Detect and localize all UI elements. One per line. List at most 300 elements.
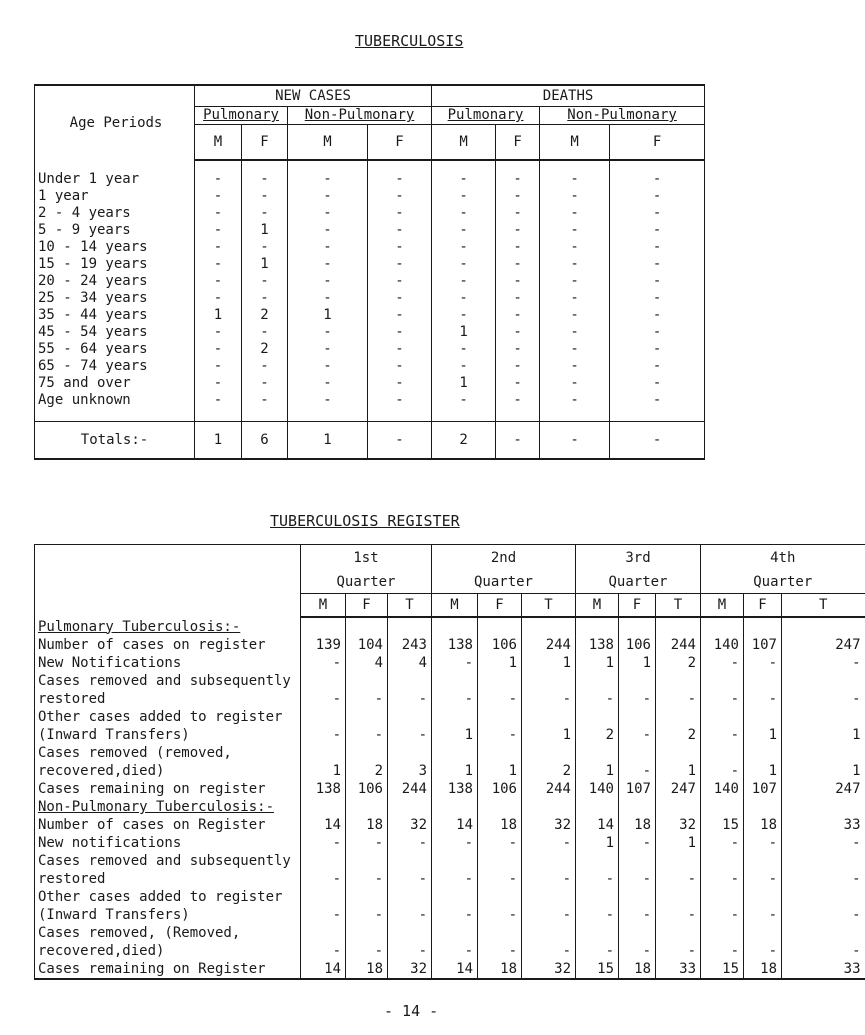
age-row-value: - — [496, 358, 540, 375]
age-row-value: - — [540, 324, 610, 341]
age-row-value: - — [610, 188, 705, 205]
empty-cell — [522, 617, 576, 636]
pulmonary-row-value: 1 — [744, 726, 782, 744]
pulmonary-row-value: 139 — [301, 636, 346, 654]
age-row — [35, 205, 705, 222]
age-row — [35, 341, 705, 358]
age-row-value: - — [195, 273, 242, 290]
age-row-value: - — [368, 188, 432, 205]
non-pulmonary-row-value: - — [301, 942, 346, 960]
age-row — [35, 324, 705, 341]
empty-cell — [576, 617, 619, 636]
empty-cell — [478, 852, 522, 870]
age-row-value: - — [432, 239, 496, 256]
empty-cell — [388, 708, 432, 726]
age-row-value: - — [195, 324, 242, 341]
non-pulmonary-row — [35, 870, 865, 888]
pulmonary-row-value: 107 — [619, 780, 656, 798]
non-pulmonary-row-value: - — [388, 834, 432, 852]
age-row-value: 1 — [288, 307, 368, 324]
pulmonary-row-value: 1 — [744, 762, 782, 780]
empty-cell — [619, 798, 656, 816]
pulmonary-row-value: 138 — [432, 780, 478, 798]
col-m: M — [701, 594, 744, 618]
age-row-value: 1 — [432, 375, 496, 392]
col-t: T — [388, 594, 432, 618]
col-m: M — [195, 125, 242, 161]
pulmonary-row-value: 106 — [478, 636, 522, 654]
age-row-value: - — [540, 392, 610, 409]
empty-cell — [388, 617, 432, 636]
non-pulmonary-row-value: 18 — [478, 960, 522, 979]
col-f: F — [744, 594, 782, 618]
non-pulmonary-row-value: - — [478, 906, 522, 924]
age-row-label: 25 - 34 years — [35, 290, 195, 307]
non-pulmonary-heading: Non-Pulmonary Tuberculosis:- — [38, 799, 275, 815]
non-pulmonary-row-value: 14 — [432, 816, 478, 834]
pulmonary-row-label: Cases removed and subsequently — [35, 672, 301, 690]
empty-cell — [576, 744, 619, 762]
pulmonary-row-value: 140 — [701, 636, 744, 654]
empty-cell — [576, 888, 619, 906]
age-row-value: - — [242, 290, 288, 307]
age-row-value: - — [496, 222, 540, 239]
empty-cell — [301, 924, 346, 942]
non-pulmonary-row — [35, 942, 865, 960]
empty-cell — [701, 708, 744, 726]
non-pulmonary-row — [35, 816, 865, 834]
age-row-value: - — [496, 341, 540, 358]
empty-cell — [388, 744, 432, 762]
pulmonary-row-label: Number of cases on register — [35, 636, 301, 654]
non-pulmonary-row-value: - — [744, 870, 782, 888]
age-row-value: - — [242, 273, 288, 290]
totals-value: - — [540, 422, 610, 460]
age-row-value: - — [368, 160, 432, 188]
col-m: M — [432, 594, 478, 618]
empty-cell — [478, 744, 522, 762]
quarter-word: Quarter — [301, 571, 432, 594]
age-row-value: - — [242, 375, 288, 392]
non-pulmonary-row-value: 14 — [301, 816, 346, 834]
age-row — [35, 188, 705, 205]
empty-cell — [576, 924, 619, 942]
age-row-value: - — [288, 358, 368, 375]
non-pulmonary-row-value: - — [346, 906, 388, 924]
col-f: F — [496, 125, 540, 161]
age-row-value: - — [496, 273, 540, 290]
age-row-value: - — [432, 273, 496, 290]
age-row-value: 1 — [242, 256, 288, 273]
pulmonary-row-value: - — [782, 690, 865, 708]
non-pulmonary-row-value: - — [478, 942, 522, 960]
age-row-value: - — [432, 341, 496, 358]
pulmonary-row-value: 247 — [656, 780, 701, 798]
non-pulmonary-row-value: 15 — [701, 960, 744, 979]
age-row-value: - — [610, 273, 705, 290]
non-pulmonary-row-value: 18 — [478, 816, 522, 834]
age-row-value: - — [368, 392, 432, 409]
pulmonary-row-value: 2 — [576, 726, 619, 744]
age-row-label: 20 - 24 years — [35, 273, 195, 290]
pulmonary-row-value: 138 — [432, 636, 478, 654]
age-row-value: - — [496, 375, 540, 392]
age-row-value: - — [368, 205, 432, 222]
page-number: - 14 - — [384, 1002, 439, 1020]
age-row-value: - — [540, 256, 610, 273]
empty-cell — [301, 744, 346, 762]
non-pulmonary-row-value: - — [388, 942, 432, 960]
empty-cell — [782, 798, 865, 816]
pulmonary-row-value: - — [619, 762, 656, 780]
pulmonary-row — [35, 762, 865, 780]
age-row-value: - — [496, 256, 540, 273]
non-pulmonary-heading-cell — [35, 798, 301, 816]
empty-cell — [432, 708, 478, 726]
non-pulmonary-row — [35, 924, 865, 942]
age-periods-header: Age Periods — [35, 85, 195, 160]
non-pulmonary-row-value: 15 — [576, 960, 619, 979]
empty-cell — [619, 744, 656, 762]
empty-cell — [619, 852, 656, 870]
age-row-value: - — [540, 239, 610, 256]
empty-cell — [346, 924, 388, 942]
pulmonary-row-value: 1 — [522, 726, 576, 744]
pulmonary-row-value: - — [656, 690, 701, 708]
non-pulmonary-row-value: - — [619, 906, 656, 924]
pulmonary-row-value: - — [744, 690, 782, 708]
age-row-value: - — [195, 239, 242, 256]
age-row-label: 2 - 4 years — [35, 205, 195, 222]
empty-cell — [576, 672, 619, 690]
pulmonary-row-value: 244 — [522, 780, 576, 798]
non-pulmonary-row-value: - — [388, 906, 432, 924]
empty-cell — [656, 708, 701, 726]
age-row — [35, 222, 705, 239]
col-f: F — [346, 594, 388, 618]
empty-cell — [478, 888, 522, 906]
age-row-value: - — [432, 256, 496, 273]
non-pulmonary-row-value: 18 — [744, 960, 782, 979]
pulmonary-row-value: 1 — [782, 726, 865, 744]
empty-cell — [301, 708, 346, 726]
quarter-3-header: 3rd — [576, 545, 701, 572]
age-row-label: 10 - 14 years — [35, 239, 195, 256]
age-row-value: - — [195, 341, 242, 358]
non-pulmonary-row-value: - — [432, 870, 478, 888]
age-row-value: - — [540, 290, 610, 307]
pulmonary-row-value: 3 — [388, 762, 432, 780]
age-row-value: - — [432, 205, 496, 222]
deaths-header: DEATHS — [432, 85, 705, 107]
non-pulmonary-row-value: 32 — [388, 960, 432, 979]
empty-cell — [522, 852, 576, 870]
non-pulmonary-row-value: 15 — [701, 816, 744, 834]
non-pulmonary-row-value: - — [701, 870, 744, 888]
age-row-value: - — [195, 256, 242, 273]
age-row-value: - — [368, 307, 432, 324]
quarter-4-header: 4th — [701, 545, 865, 572]
col-f: F — [478, 594, 522, 618]
pulmonary-row-value: - — [301, 726, 346, 744]
empty-cell — [301, 617, 346, 636]
age-row-value: - — [288, 205, 368, 222]
age-row-value: - — [432, 358, 496, 375]
empty-cell — [346, 672, 388, 690]
empty-cell — [701, 672, 744, 690]
non-pulmonary-heading-row — [35, 798, 865, 816]
pulmonary-row-value: 1 — [432, 762, 478, 780]
age-row-value: - — [288, 256, 368, 273]
non-pulmonary-row — [35, 888, 865, 906]
age-row-value: - — [610, 375, 705, 392]
pulmonary-row-value: 2 — [656, 654, 701, 672]
pulmonary-row-value: 106 — [346, 780, 388, 798]
age-row-value: - — [368, 358, 432, 375]
empty-cell — [619, 888, 656, 906]
age-row-value: - — [242, 160, 288, 188]
age-row-label: 1 year — [35, 188, 195, 205]
non-pulmonary-row-value: - — [656, 942, 701, 960]
pulmonary-row-value: 2 — [656, 726, 701, 744]
age-row-value: - — [288, 392, 368, 409]
empty-cell — [701, 798, 744, 816]
non-pulmonary-row-value: - — [701, 834, 744, 852]
pulmonary-row-label: New Notifications — [35, 654, 301, 672]
pulmonary-row-value: 104 — [346, 636, 388, 654]
non-pulmonary-row-value: 32 — [522, 816, 576, 834]
age-row-value: 1 — [432, 324, 496, 341]
age-row-value: - — [496, 307, 540, 324]
non-pulmonary-row-value: - — [744, 834, 782, 852]
pulmonary-row-value: - — [478, 726, 522, 744]
pulmonary-row-value: - — [576, 690, 619, 708]
non-pulmonary-row-value: 1 — [576, 834, 619, 852]
non-pulmonary-row-label: recovered,died) — [35, 942, 301, 960]
non-pulmonary-row-value: - — [701, 906, 744, 924]
non-pulmonary-row-value: - — [744, 906, 782, 924]
empty-cell — [656, 617, 701, 636]
spacer-cell — [432, 409, 496, 422]
pulmonary-row — [35, 708, 865, 726]
age-row-value: - — [610, 324, 705, 341]
non-pulmonary-row-value: 32 — [522, 960, 576, 979]
empty-cell — [346, 744, 388, 762]
non-pulmonary-row-value: - — [576, 906, 619, 924]
age-row-value: - — [288, 341, 368, 358]
non-pulmonary-row-value: - — [522, 906, 576, 924]
age-row-value: - — [540, 307, 610, 324]
empty-cell — [656, 852, 701, 870]
non-pulmonary-row-value: - — [656, 906, 701, 924]
empty-cell — [432, 924, 478, 942]
empty-cell — [782, 852, 865, 870]
age-row-value: - — [496, 290, 540, 307]
col-f: F — [610, 125, 705, 161]
pulmonary-row-value: - — [619, 726, 656, 744]
new-pulmonary-header: Pulmonary — [203, 107, 279, 123]
age-row-value: - — [496, 324, 540, 341]
pulmonary-row-value: - — [782, 654, 865, 672]
empty-cell — [432, 617, 478, 636]
empty-cell — [744, 924, 782, 942]
non-pulmonary-row-label: Cases removed, (Removed, — [35, 924, 301, 942]
empty-cell — [522, 744, 576, 762]
empty-cell — [619, 617, 656, 636]
non-pulmonary-row-value: 14 — [432, 960, 478, 979]
empty-cell — [701, 852, 744, 870]
empty-cell — [782, 924, 865, 942]
age-row-value: - — [242, 188, 288, 205]
empty-cell — [744, 888, 782, 906]
age-row-value: - — [496, 239, 540, 256]
age-row-value: - — [496, 392, 540, 409]
empty-cell — [744, 617, 782, 636]
pulmonary-row-value: - — [701, 762, 744, 780]
pulmonary-row-value: - — [301, 690, 346, 708]
age-row-value: - — [368, 290, 432, 307]
empty-cell — [701, 617, 744, 636]
age-row — [35, 375, 705, 392]
spacer-cell — [288, 409, 368, 422]
age-row — [35, 307, 705, 324]
age-row-label: Age unknown — [35, 392, 195, 409]
empty-cell — [478, 617, 522, 636]
pulmonary-row-value: 1 — [576, 654, 619, 672]
pulmonary-row-value: - — [432, 654, 478, 672]
empty-cell — [744, 852, 782, 870]
non-pulmonary-row-label: Other cases added to register — [35, 888, 301, 906]
empty-cell — [346, 708, 388, 726]
empty-cell — [388, 852, 432, 870]
empty-cell — [432, 798, 478, 816]
empty-cell — [522, 672, 576, 690]
empty-cell — [656, 744, 701, 762]
age-row-value: 2 — [242, 341, 288, 358]
age-row — [35, 256, 705, 273]
empty-cell — [346, 798, 388, 816]
age-row-value: - — [195, 222, 242, 239]
pulmonary-row-value: 4 — [346, 654, 388, 672]
age-row-value: - — [540, 160, 610, 188]
quarter-word: Quarter — [701, 571, 865, 594]
spacer-row — [35, 409, 705, 422]
non-pulmonary-row-value: - — [619, 942, 656, 960]
pulmonary-row-value: - — [701, 726, 744, 744]
age-row-value: - — [610, 205, 705, 222]
age-row-value: - — [540, 341, 610, 358]
age-row-value: - — [242, 358, 288, 375]
col-m: M — [576, 594, 619, 618]
empty-cell — [744, 744, 782, 762]
pulmonary-row-value: 1 — [576, 762, 619, 780]
non-pulmonary-row-value: 14 — [301, 960, 346, 979]
pulmonary-row-value: 244 — [522, 636, 576, 654]
quarter-word: Quarter — [576, 571, 701, 594]
non-pulmonary-row-value: - — [301, 834, 346, 852]
non-pulmonary-row-value: - — [522, 942, 576, 960]
age-row-value: - — [610, 222, 705, 239]
age-row-value: - — [288, 273, 368, 290]
non-pulmonary-row-value: 1 — [656, 834, 701, 852]
non-pulmonary-row-value: - — [782, 834, 865, 852]
non-pulmonary-row-value: - — [388, 870, 432, 888]
pulmonary-row-value: 140 — [701, 780, 744, 798]
non-pulmonary-row-value: 32 — [656, 816, 701, 834]
col-t: T — [782, 594, 865, 618]
non-pulmonary-row-label: (Inward Transfers) — [35, 906, 301, 924]
pulmonary-row — [35, 672, 865, 690]
pulmonary-row-value: - — [301, 654, 346, 672]
col-f: F — [242, 125, 288, 161]
age-row-label: 45 - 54 years — [35, 324, 195, 341]
non-pulmonary-row-value: 14 — [576, 816, 619, 834]
pulmonary-row — [35, 780, 865, 798]
empty-cell — [656, 798, 701, 816]
totals-value: 2 — [432, 422, 496, 460]
empty-cell — [619, 708, 656, 726]
age-row — [35, 358, 705, 375]
age-row-value: - — [368, 256, 432, 273]
empty-cell — [301, 852, 346, 870]
pulmonary-row-label: Cases removed (removed, — [35, 744, 301, 762]
empty-cell — [301, 798, 346, 816]
non-pulmonary-row-label: Number of cases on Register — [35, 816, 301, 834]
age-row — [35, 273, 705, 290]
spacer-cell — [242, 409, 288, 422]
empty-cell — [478, 924, 522, 942]
quarter-2-header: 2nd — [432, 545, 576, 572]
age-row-label: 15 - 19 years — [35, 256, 195, 273]
non-pulmonary-row-value: - — [701, 942, 744, 960]
pulmonary-row-value: 1 — [301, 762, 346, 780]
empty-cell — [301, 672, 346, 690]
age-row-value: - — [610, 239, 705, 256]
quarter-word: Quarter — [432, 571, 576, 594]
non-pulmonary-row — [35, 906, 865, 924]
empty-cell — [744, 798, 782, 816]
pulmonary-row-value: 2 — [522, 762, 576, 780]
non-pulmonary-row-value: - — [478, 870, 522, 888]
age-row-value: 1 — [195, 307, 242, 324]
non-pulmonary-row-value: - — [782, 942, 865, 960]
empty-cell — [388, 672, 432, 690]
pulmonary-row-value: 1 — [656, 762, 701, 780]
age-row-value: - — [242, 239, 288, 256]
totals-value: - — [368, 422, 432, 460]
age-row-value: - — [610, 290, 705, 307]
age-row-value: - — [432, 307, 496, 324]
age-row-value: - — [540, 358, 610, 375]
register-table — [34, 544, 865, 980]
age-row-value: - — [368, 341, 432, 358]
empty-cell — [432, 888, 478, 906]
age-row-value: 1 — [242, 222, 288, 239]
pulmonary-row-value: - — [478, 690, 522, 708]
empty-cell — [701, 888, 744, 906]
col-m: M — [540, 125, 610, 161]
pulmonary-row-value: 244 — [388, 780, 432, 798]
age-row-value: - — [242, 205, 288, 222]
non-pulmonary-row-value: - — [478, 834, 522, 852]
non-pulmonary-row-value: - — [619, 834, 656, 852]
pulmonary-row-value: 1 — [478, 762, 522, 780]
empty-cell — [619, 672, 656, 690]
age-row-value: - — [288, 188, 368, 205]
pulmonary-row-label: (Inward Transfers) — [35, 726, 301, 744]
non-pulmonary-row-value: 32 — [388, 816, 432, 834]
pulmonary-row-value: - — [346, 726, 388, 744]
